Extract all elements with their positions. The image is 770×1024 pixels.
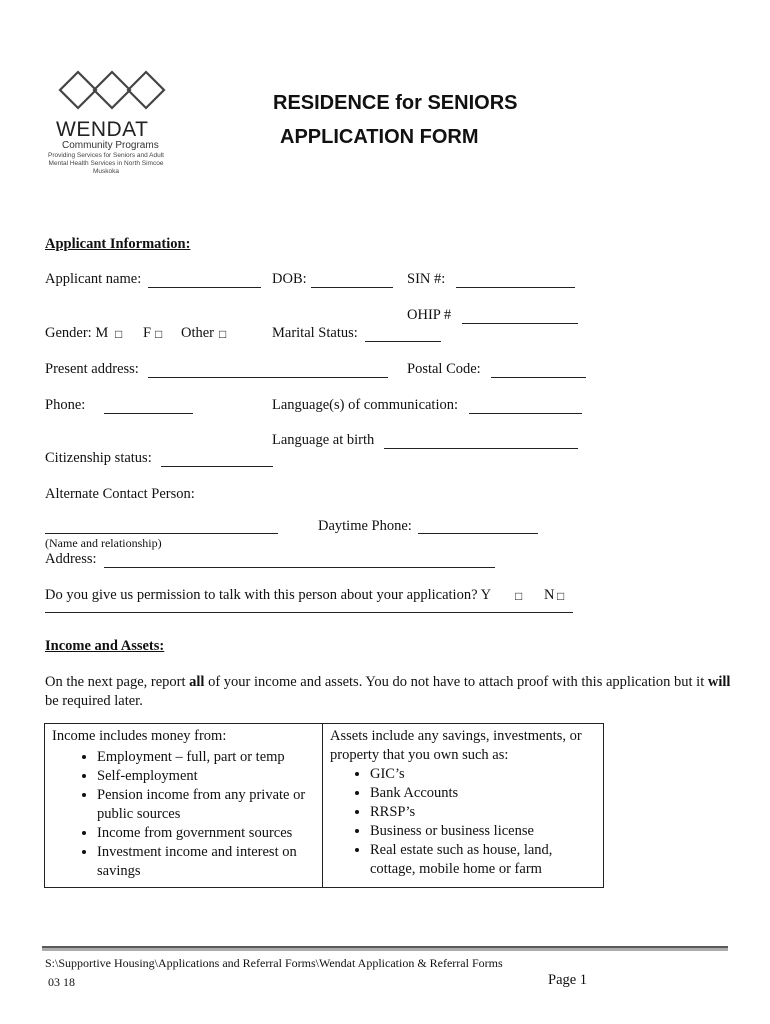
logo-subtitle: Community Programs xyxy=(62,140,159,151)
permission-answer-line[interactable] xyxy=(45,612,573,613)
assets-list xyxy=(330,765,597,879)
form-title-line1: RESIDENCE for SENIORS xyxy=(273,92,518,114)
gender-male-label: Gender: M xyxy=(45,325,109,341)
ohip-field[interactable] xyxy=(462,323,578,324)
footer-page-number: Page 1 xyxy=(548,972,588,988)
alternate-address-field[interactable] xyxy=(104,567,495,568)
permission-no-checkbox[interactable]: □ xyxy=(557,589,565,603)
postal-code-field[interactable] xyxy=(491,377,586,378)
assets-item: • Bank Accounts xyxy=(370,784,597,803)
sin-label: SIN #: xyxy=(407,271,446,287)
form-title-line2: APPLICATION FORM xyxy=(280,126,479,148)
income-item: • Investment income and interest on savings xyxy=(97,843,316,881)
citizenship-field[interactable] xyxy=(161,466,273,467)
postal-code-label: Postal Code: xyxy=(407,361,481,377)
footer-date-code: 03 18 xyxy=(48,975,75,989)
alternate-contact-heading: Alternate Contact Person: xyxy=(45,486,195,502)
income-item: • Pension income from any private or public sources xyxy=(97,786,316,824)
footer-file-path: S:\Supportive Housing\Applications and Referral Forms\Wendat Application & Referral Forms xyxy=(45,956,503,970)
income-assets-intro: On the next page, report all of your income and assets. You do not have to attach proof with this application but it will be required later. xyxy=(45,674,731,709)
permission-question: Do you give us permission to talk with this person about your application? Y xyxy=(45,587,492,603)
assets-item: • Business or business license xyxy=(370,822,597,841)
permission-yes-checkbox[interactable]: □ xyxy=(515,589,523,603)
income-item: • Self-employment xyxy=(97,767,316,786)
permission-no-label: N xyxy=(544,587,555,603)
income-header: Income includes money from: xyxy=(52,728,227,744)
assets-item: • Real estate such as house, land, cottage, mobile home or farm xyxy=(370,841,597,879)
language-communication-field[interactable] xyxy=(469,413,582,414)
alternate-address-label: Address: xyxy=(45,551,97,567)
language-birth-field[interactable] xyxy=(384,448,578,449)
dob-field[interactable] xyxy=(311,287,393,288)
applicant-name-field[interactable] xyxy=(148,287,261,288)
income-item: • Income from government sources xyxy=(97,824,316,843)
gender-male-checkbox[interactable]: □ xyxy=(115,327,123,341)
present-address-field[interactable] xyxy=(148,377,388,378)
income-item: • Employment – full, part or temp xyxy=(97,748,316,767)
daytime-phone-field[interactable] xyxy=(418,533,538,534)
dob-label: DOB: xyxy=(272,271,307,287)
phone-label: Phone: xyxy=(45,397,86,413)
daytime-phone-label: Daytime Phone: xyxy=(318,518,412,534)
gender-other-checkbox[interactable]: □ xyxy=(219,327,227,341)
citizenship-label: Citizenship status: xyxy=(45,450,152,466)
assets-item: • RRSP’s xyxy=(370,803,597,822)
assets-column xyxy=(323,724,604,888)
present-address-label: Present address: xyxy=(45,361,139,377)
ohip-label: OHIP # xyxy=(407,307,452,323)
gender-female-checkbox[interactable]: □ xyxy=(155,327,163,341)
income-list xyxy=(52,748,316,881)
section-heading-applicant: Applicant Information: xyxy=(45,236,191,252)
gender-other-label: Other xyxy=(181,325,215,341)
alternate-name-field[interactable] xyxy=(45,533,278,534)
gender-female-label: F xyxy=(143,325,152,341)
assets-item: • GIC’s xyxy=(370,765,597,784)
language-communication-label: Language(s) of communication: xyxy=(272,397,459,413)
section-heading-income-assets: Income and Assets: xyxy=(45,638,165,654)
income-assets-table xyxy=(44,723,604,888)
marital-status-label: Marital Status: xyxy=(272,325,358,341)
assets-header: Assets include any savings, investments, or property that you own such as: xyxy=(330,728,582,763)
footer-divider xyxy=(42,946,728,952)
phone-field[interactable] xyxy=(104,413,193,414)
sin-field[interactable] xyxy=(456,287,575,288)
language-birth-label: Language at birth xyxy=(272,432,375,448)
logo-wordmark: WENDAT xyxy=(56,118,149,141)
logo-tagline: Providing Services for Seniors and Adult Mental Health Services in North Simcoe Muskoka xyxy=(48,152,164,175)
applicant-name-label: Applicant name: xyxy=(45,271,142,287)
marital-status-field[interactable] xyxy=(365,341,441,342)
name-relationship-note: (Name and relationship) xyxy=(45,536,162,550)
income-column xyxy=(45,724,323,888)
